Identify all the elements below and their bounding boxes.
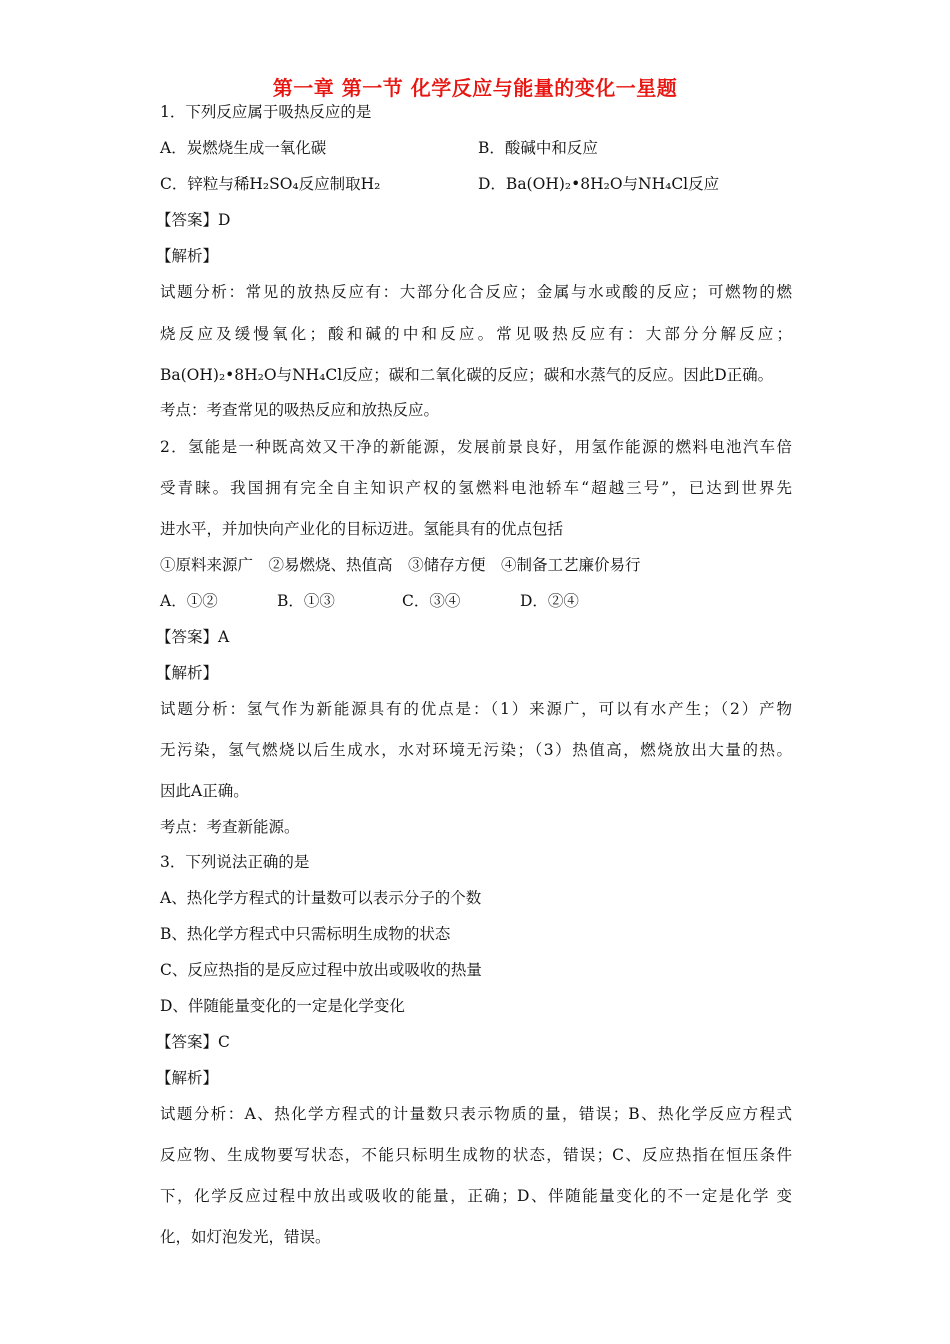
question-3-option-c: C、反应热指的是反应过程中放出或吸收的热量 <box>160 961 482 979</box>
question-2-analysis-line: 试题分析：氢气作为新能源具有的优点是：（1）来源广，可以有水产生；（2）产物 <box>160 700 792 718</box>
question-2-option-c: C．③④ <box>402 592 461 610</box>
question-2-stem-line: 2．氢能是一种既高效又干净的新能源，发展前景良好，用氢作能源的燃料电池汽车倍 <box>160 438 792 456</box>
document-title: 第一章 第一节 化学反应与能量的变化一星题 <box>272 76 678 100</box>
question-1-option-b: B．酸碱中和反应 <box>478 139 598 157</box>
question-1-option-c: C．锌粒与稀H₂SO₄反应制取H₂ <box>160 175 381 193</box>
question-2-point: 考点：考查新能源。 <box>160 818 300 836</box>
question-1-analysis-line: 试题分析：常见的放热反应有：大部分化合反应；金属与水或酸的反应；可燃物的燃 <box>160 283 792 301</box>
question-2-answer: 【答案】A <box>156 628 230 646</box>
question-3-option-d: D、伴随能量变化的一定是化学变化 <box>160 997 405 1015</box>
question-1-point: 考点：考查常见的吸热反应和放热反应。 <box>160 401 440 419</box>
question-1-stem: 1．下列反应属于吸热反应的是 <box>160 103 372 121</box>
question-3-analysis-line: 下，化学反应过程中放出或吸收的能量，正确；D、伴随能量变化的不一定是化学 变 <box>160 1187 792 1205</box>
question-2-option-a: A．①② <box>160 592 218 610</box>
question-3-option-b: B、热化学方程式中只需标明生成物的状态 <box>160 925 451 943</box>
question-1-option-d: D．Ba(OH)₂•8H₂O与NH₄Cl反应 <box>478 175 720 193</box>
question-2-stem-line: 进水平，并加快向产业化的目标迈进。氢能具有的优点包括 <box>160 520 564 538</box>
question-2-analysis-line: 无污染，氢气燃烧以后生成水，水对环境无污染；（3）热值高，燃烧放出大量的热。 <box>160 741 792 759</box>
question-3-stem: 3．下列说法正确的是 <box>160 853 310 871</box>
question-3-analysis-label: 【解析】 <box>156 1069 219 1087</box>
question-3-analysis-line: 化，如灯泡发光，错误。 <box>160 1228 331 1246</box>
question-1-analysis-label: 【解析】 <box>156 247 219 265</box>
question-2-analysis-line: 因此A正确。 <box>160 782 249 800</box>
question-3-analysis-line: 反应物、生成物要写状态，不能只标明生成物的状态，错误；C、反应热指在恒压条件 <box>160 1146 792 1164</box>
question-2-stem-line: 受青睐。我国拥有完全自主知识产权的氢燃料电池轿车“超越三号”，已达到世界先 <box>160 479 792 497</box>
question-2-option-d: D．②④ <box>520 592 579 610</box>
question-2-option-b: B．①③ <box>277 592 335 610</box>
question-3-analysis-line: 试题分析：A、热化学方程式的计量数只表示物质的量，错误；B、热化学反应方程式 <box>160 1105 792 1123</box>
question-1-answer: 【答案】D <box>156 211 231 229</box>
question-2-analysis-label: 【解析】 <box>156 664 219 682</box>
question-3-option-a: A、热化学方程式的计量数可以表示分子的个数 <box>160 889 482 907</box>
question-3-answer: 【答案】C <box>156 1033 230 1051</box>
question-1-analysis-line: 烧反应及缓慢氧化；酸和碱的中和反应。常见吸热反应有：大部分分解反应； <box>160 325 792 343</box>
question-1-analysis-line: Ba(OH)₂•8H₂O与NH₄Cl反应；碳和二氧化碳的反应；碳和水蒸气的反应。因此D正确。 <box>160 366 774 384</box>
question-2-items: ①原料来源广 ②易燃烧、热值高 ③储存方便 ④制备工艺廉价易行 <box>160 556 641 574</box>
question-1-option-a: A．炭燃烧生成一氧化碳 <box>160 139 327 157</box>
